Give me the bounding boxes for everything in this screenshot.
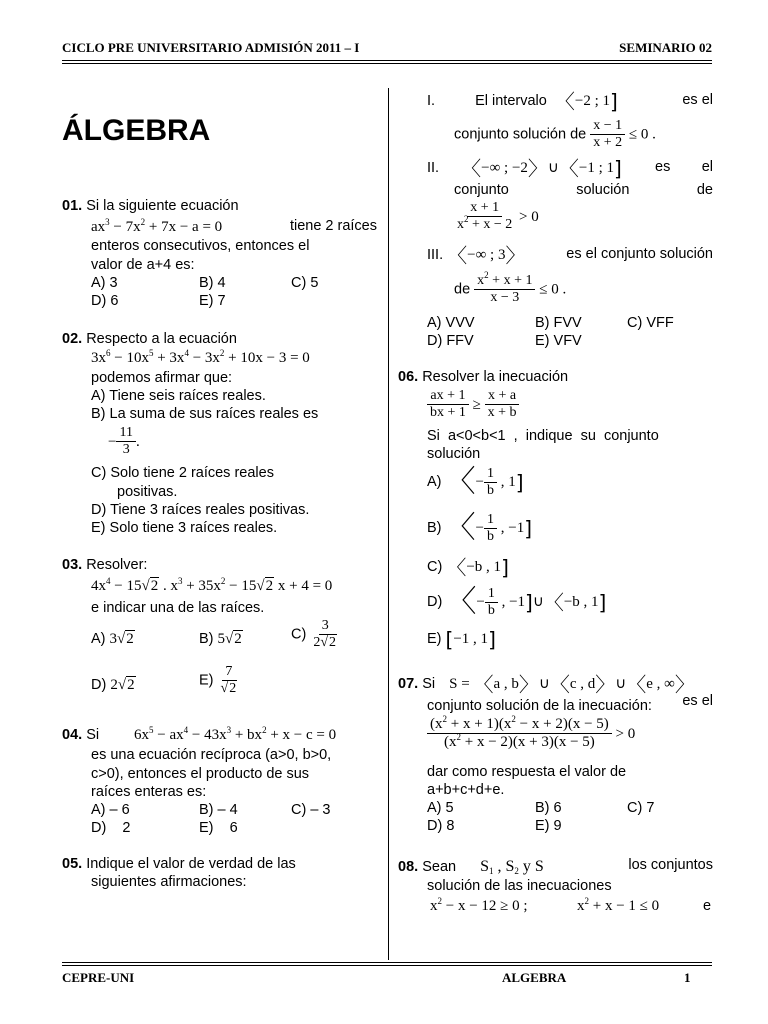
option-c: C) 5 [291,275,319,291]
option-e: E) $\frac{7}{√2}$ [199,664,237,697]
text-line: e [703,898,712,914]
option-d: D) 8 [427,818,455,834]
header-right: SEMINARIO 02 [619,40,712,55]
option-c: C) 〈−b , 1] [427,555,509,580]
option-b: B) 5√2 [199,631,242,647]
text-line: podemos afirmar que: [91,370,233,386]
question-text: Resolver: [86,557,148,573]
option-b: B) La suma de sus raíces reales es [91,406,319,422]
option-d: D) FFV [427,333,474,349]
statement-iii: III. 〈−∞ ; 3〉 es el conjunto solución [427,243,713,268]
option-a: A) 3√2 [91,631,134,647]
question-text: Indique el valor de verdad de las [86,856,296,872]
option-e: E) Solo tiene 3 raíces reales. [91,520,278,536]
statement-ii: II. 〈−∞ ; −2〉∪〈−1 ; 1] es el [427,156,713,181]
text-line: Si a<0<b<1 , indique su conjunto [427,428,659,444]
option-b: B) FVV [535,315,582,331]
option-d: D) 6 [91,293,119,309]
text-line: solución [427,446,481,462]
equation: $x^2 - x - 12 \ge 0$ ; [430,896,528,914]
option-a: A) – 6 [91,802,130,818]
equation: $3x^6 - 10x^5 + 3x^4 - 3x^2 + 10x - 3 = 0$ [91,348,310,366]
text-line: c>0), entonces el producto de sus [91,766,310,782]
text-line: valor de a+4 es: [91,257,195,273]
question-number: 06. [398,369,419,385]
footer-rule-1 [62,962,712,963]
option-c: C) VFF [627,315,674,331]
option-c: C) Solo tiene 2 raíces reales [91,465,274,481]
text-line: e indicar una de las raíces. [91,600,265,616]
text-line: conjunto solución de la inecuación: [427,698,652,714]
option-d: D) Tiene 3 raíces reales positivas. [91,502,310,518]
option-e: E) 6 [199,820,238,836]
text-line: conjunto solución de [454,182,713,198]
question-text: Si la siguiente ecuación [86,198,239,214]
question-line: 08. Sean $S_1$ , $S_2$ y S los conjuntos [398,857,713,876]
page-title: ÁLGEBRA [62,114,211,147]
column-divider [388,88,389,960]
text-line: siguientes afirmaciones: [91,874,247,890]
footer-left: CEPRE-UNI [62,970,135,985]
text-line: enteros consecutivos, entonces el [91,238,310,254]
equation: $x^2 + x - 1 \le 0$ [577,896,660,914]
header-left: CICLO PRE UNIVERSITARIO ADMISIÓN 2011 – I [62,40,360,55]
statement-i: I. El intervalo 〈−2 ; 1] es el [427,89,713,114]
question-number: 05. [62,856,83,872]
header-rule-2 [62,63,712,64]
text-line: dar como respuesta el valor de [427,764,627,780]
question-text: Respecto a la ecuación [86,331,237,347]
option-e: E) [−1 , 1] [427,627,496,652]
option-a: A) 3 [91,275,118,291]
option-c: C) – 3 [291,802,331,818]
footer-center: ALGEBRA [502,970,567,985]
question-number: 04. [62,727,83,743]
fraction-inequality: $\frac{(x^2 + x + 1)(x^2 - x + 2)(x - 5)}{(x^2 + x - 2)(x + 3)(x - 5)}$ > 0 [427,716,635,752]
text-line: raíces enteras es: [91,784,207,800]
page-number: 1 [684,970,691,985]
question-number: 03. [62,557,83,573]
option-a: A) 〈− $\frac{1}{b}$ , 1] [427,464,524,500]
question-text: Si [86,727,100,743]
question-number: 07. [398,676,419,692]
option-d: D) 2 [91,820,131,836]
question-number: 01. [62,198,83,214]
option-a: A) 5 [427,800,454,816]
text-line: solución de las inecuaciones [427,878,612,894]
option-e: E) VFV [535,333,582,349]
option-e: E) 9 [535,818,562,834]
option-c: C) $\frac{3}{2√2}$ [291,618,337,651]
text-line: es una ecuación recíproca (a>0, b>0, [91,747,332,763]
option-a: A) Tiene seis raíces reales. [91,388,266,404]
option-e: E) 7 [199,293,226,309]
text-line: a+b+c+d+e. [427,782,505,798]
option-a: A) VVV [427,315,475,331]
footer-rule-2 [62,965,712,966]
option-b: B) – 4 [199,802,238,818]
equation: $ax^3 - 7x^2 + 7x - a = 0$ [91,217,223,235]
option-b: B) 4 [199,275,226,291]
equation: $6x^5 - ax^4 - 43x^3 + bx^2 + x - c = 0$ [134,725,337,743]
fraction-inequality: $\frac{x + 1}{x^2 + x - 2}$ > 0 [457,200,539,233]
text-line: positivas. [117,484,178,500]
text-line: de $\frac{x^2 + x + 1}{x - 3}$ ≤ 0 . [454,270,567,306]
fraction-answer: − $\frac{11}{3}$ . [108,425,140,458]
option-b: B) 6 [535,800,562,816]
question-line: 07. Si S = 〈a , b〉∪〈c , d〉∪〈e , ∞〉 es el [398,672,713,710]
option-c: C) 7 [627,800,655,816]
fraction-inequality: $\frac{ax + 1}{bx + 1}$ ≥ $\frac{x + a}{x + b}$ [427,388,520,421]
option-d: D) 〈− $\frac{1}{b}$ , −1]∪〈−b , 1] [427,584,607,620]
equation: $4x^4 - 15√2$ . $x^3 + 35x^2 - 15√2$ x + 4 = 0 [91,576,333,594]
question-text: Resolver la inecuación [422,369,569,385]
question-number: 02. [62,331,83,347]
option-b: B) 〈− $\frac{1}{b}$ , −1] [427,510,533,546]
question-number: 08. [398,859,419,875]
option-d: D) 2√2 [91,677,135,693]
text-line: tiene 2 raíces [289,218,377,234]
text-line: conjunto solución de $\frac{x - 1}{x + 2}$ ≤ 0 . [454,118,656,151]
header-rule-1 [62,60,712,61]
